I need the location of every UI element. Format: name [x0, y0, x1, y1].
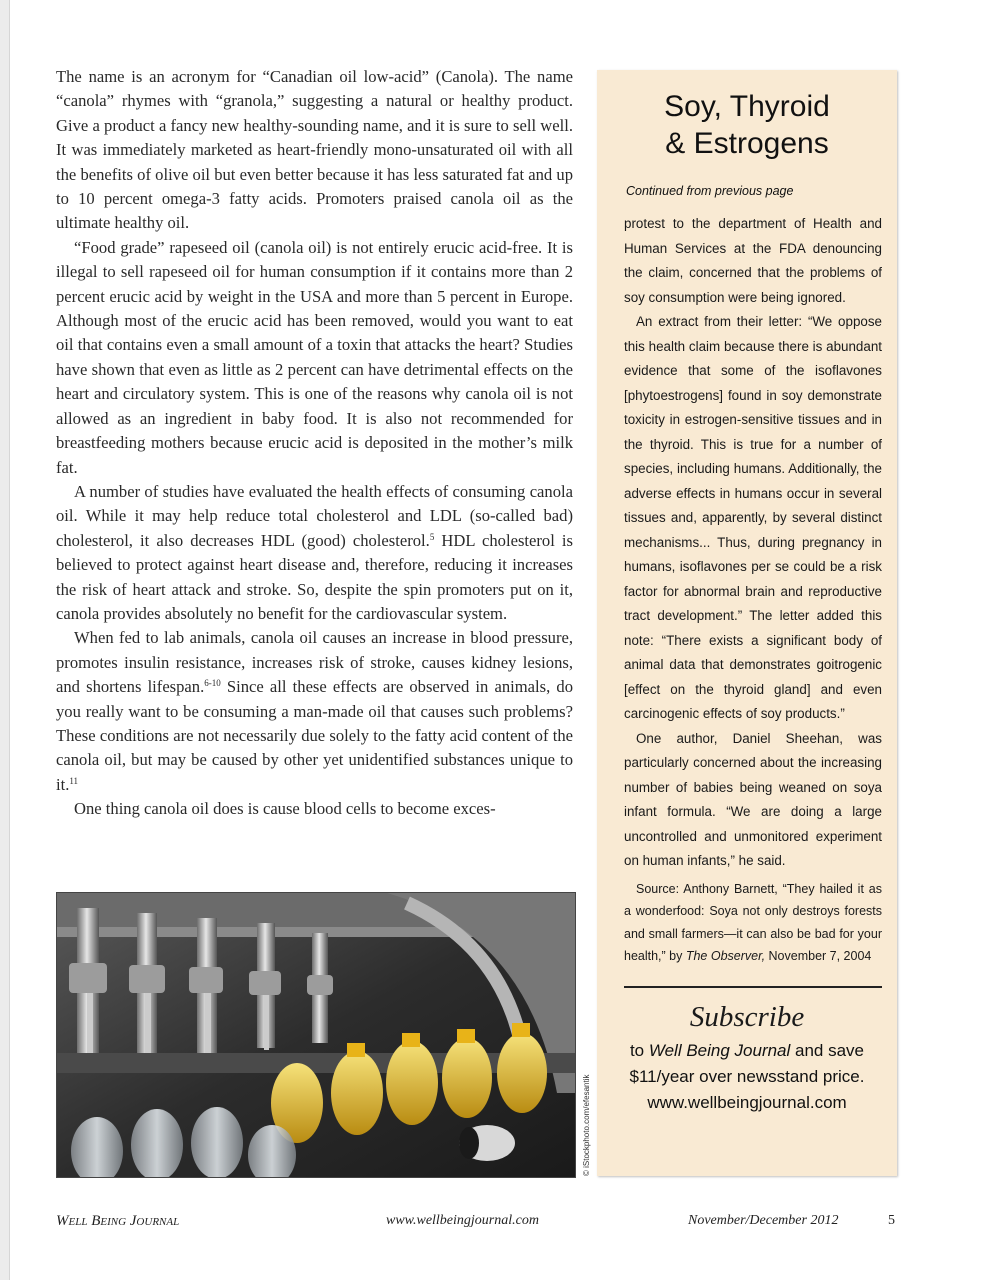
- page-number: 5: [888, 1213, 895, 1228]
- footer-url[interactable]: www.wellbeingjournal.com: [386, 1213, 539, 1228]
- article-paragraph-4: When fed to lab animals, canola oil causes an increase in blood pressure, promotes insulin resistance, increases risk of stroke, causes kidney lesions, and shortens lifespan.$^{6-10}$ Since all these effects are observed in animals, do you really want to be consuming a man-made oil that causes such problems? These conditions are not necessarily due solely to the fatty acid content of the canola oil, but may be caused by other yet unidentified substances unique to it.$^{11}$: [56, 628, 573, 794]
- footnote-ref: 6-10: [204, 678, 221, 689]
- photo-credit: © iStockphoto.com/efesantik: [582, 1074, 591, 1176]
- sidebar-body: [624, 212, 882, 968]
- footnote-ref: 11: [69, 775, 79, 786]
- article-paragraph-2: “Food grade” rapeseed oil (canola oil) is not entirely erucic acid-free. It is illegal to sell rapeseed oil for human consumption if it contains more than 2 percent erucic acid by weight in the USA and more than 5 percent in Europe. Although most of the erucic acid has been removed, would you want to eat oil that contains even a small amount of a toxin that attacks the heart? Studies have shown that even as little as 2 percent can have detrimental effects on the heart and circulatory system. This is one of the reasons why canola oil is not allowed as an ingredient in baby food. It is also not recommended for breastfeeding mothers because erucic acid is deposited in the mother’s milk fat.: [56, 237, 573, 477]
- article-body: [56, 65, 573, 822]
- subscribe-heading: Subscribe: [689, 1000, 805, 1033]
- sidebar-title: Soy, Thyroid & Estrogens: [664, 90, 830, 160]
- subscribe-link[interactable]: www.wellbeingjournal.com: [647, 1092, 847, 1112]
- article-paragraph-5: One thing canola oil does is cause blood cells to become exces-: [74, 799, 496, 819]
- sidebar-paragraph-1: protest to the department of Health and Human Services at the FDA denouncing the claim, concerned that the problems of soy consumption were being ignored.: [624, 216, 882, 305]
- sidebar-paragraph-2: An extract from their letter: “We oppose this health claim because there is abundant evidence that some of the isoflavones [phytoestrogens] found in soy demonstrate toxicity in estrogen-sensitive tissues and in the thyroid. This is true for a number of species, including humans. Additionally, the adverse effects in humans occur in several tissues and, apparently, by several distinct mechanisms... Thus, during pregnancy in humans, isoflavones per se could be a risk factor for abnormal brain and reproductive tract development.” The letter added this note: “There exists a significant body of animal data that demonstrates goitrogenic [effect on the thyroid gland] and even carcinogenic effects of soy products.”: [624, 314, 882, 721]
- sidebar-paragraph-3: One author, Daniel Sheehan, was particularly concerned about the increasing number of babies being weaned on soya infant formula. “We are doing a large uncontrolled and unmonitored experiment on human infants,” he said.: [624, 730, 882, 868]
- sidebar-box: [597, 70, 897, 1176]
- sidebar-source: Source: Anthony Barnett, “They hailed it as a wonderfood: Soya not only destroys forests and small farmers—it can also be bad for your health,” by The Observer, November 7, 2004: [624, 881, 882, 963]
- footnote-ref: 5: [429, 531, 435, 542]
- article-paragraph-1: The name is an acronym for “Canadian oil low-acid” (Canola). The name “canola” rhymes with “granola,” suggesting a natural or healthy product. Give a product a fancy new healthy-sounding name, and it is sure to sell well. It was immediately marketed as heart-friendly mono-unsaturated oil with all the benefits of olive oil but even better because it has less saturated fat and up to 10 percent omega-3 fatty acids. Promoters praised canola oil as the ultimate healthy oil.: [56, 67, 573, 233]
- subscribe-text: to Well Being Journal and save $11/year over newsstand price. www.wellbeingjournal.com: [629, 1040, 865, 1112]
- bottling-machine-photo: [56, 892, 576, 1178]
- footer-journal-name: Well Being Journal: [56, 1213, 180, 1229]
- footer-issue: November/December 2012: [688, 1213, 839, 1228]
- continued-note: Continued from previous page: [626, 184, 794, 198]
- article-paragraph-3: A number of studies have evaluated the health effects of consuming canola oil. While it may help reduce total cholesterol and LDL (so-called bad) cholesterol, it also decreases HDL (good) cholesterol.$^5$ HDL cholesterol is believed to protect against heart disease and, therefore, reducing it increases the risk of heart attack and stroke. So, despite the spin promoters put on it, canola provides absolutely no benefit for the cardiovascular system.: [56, 481, 573, 623]
- page-edge: [0, 0, 10, 1280]
- divider: [624, 986, 882, 988]
